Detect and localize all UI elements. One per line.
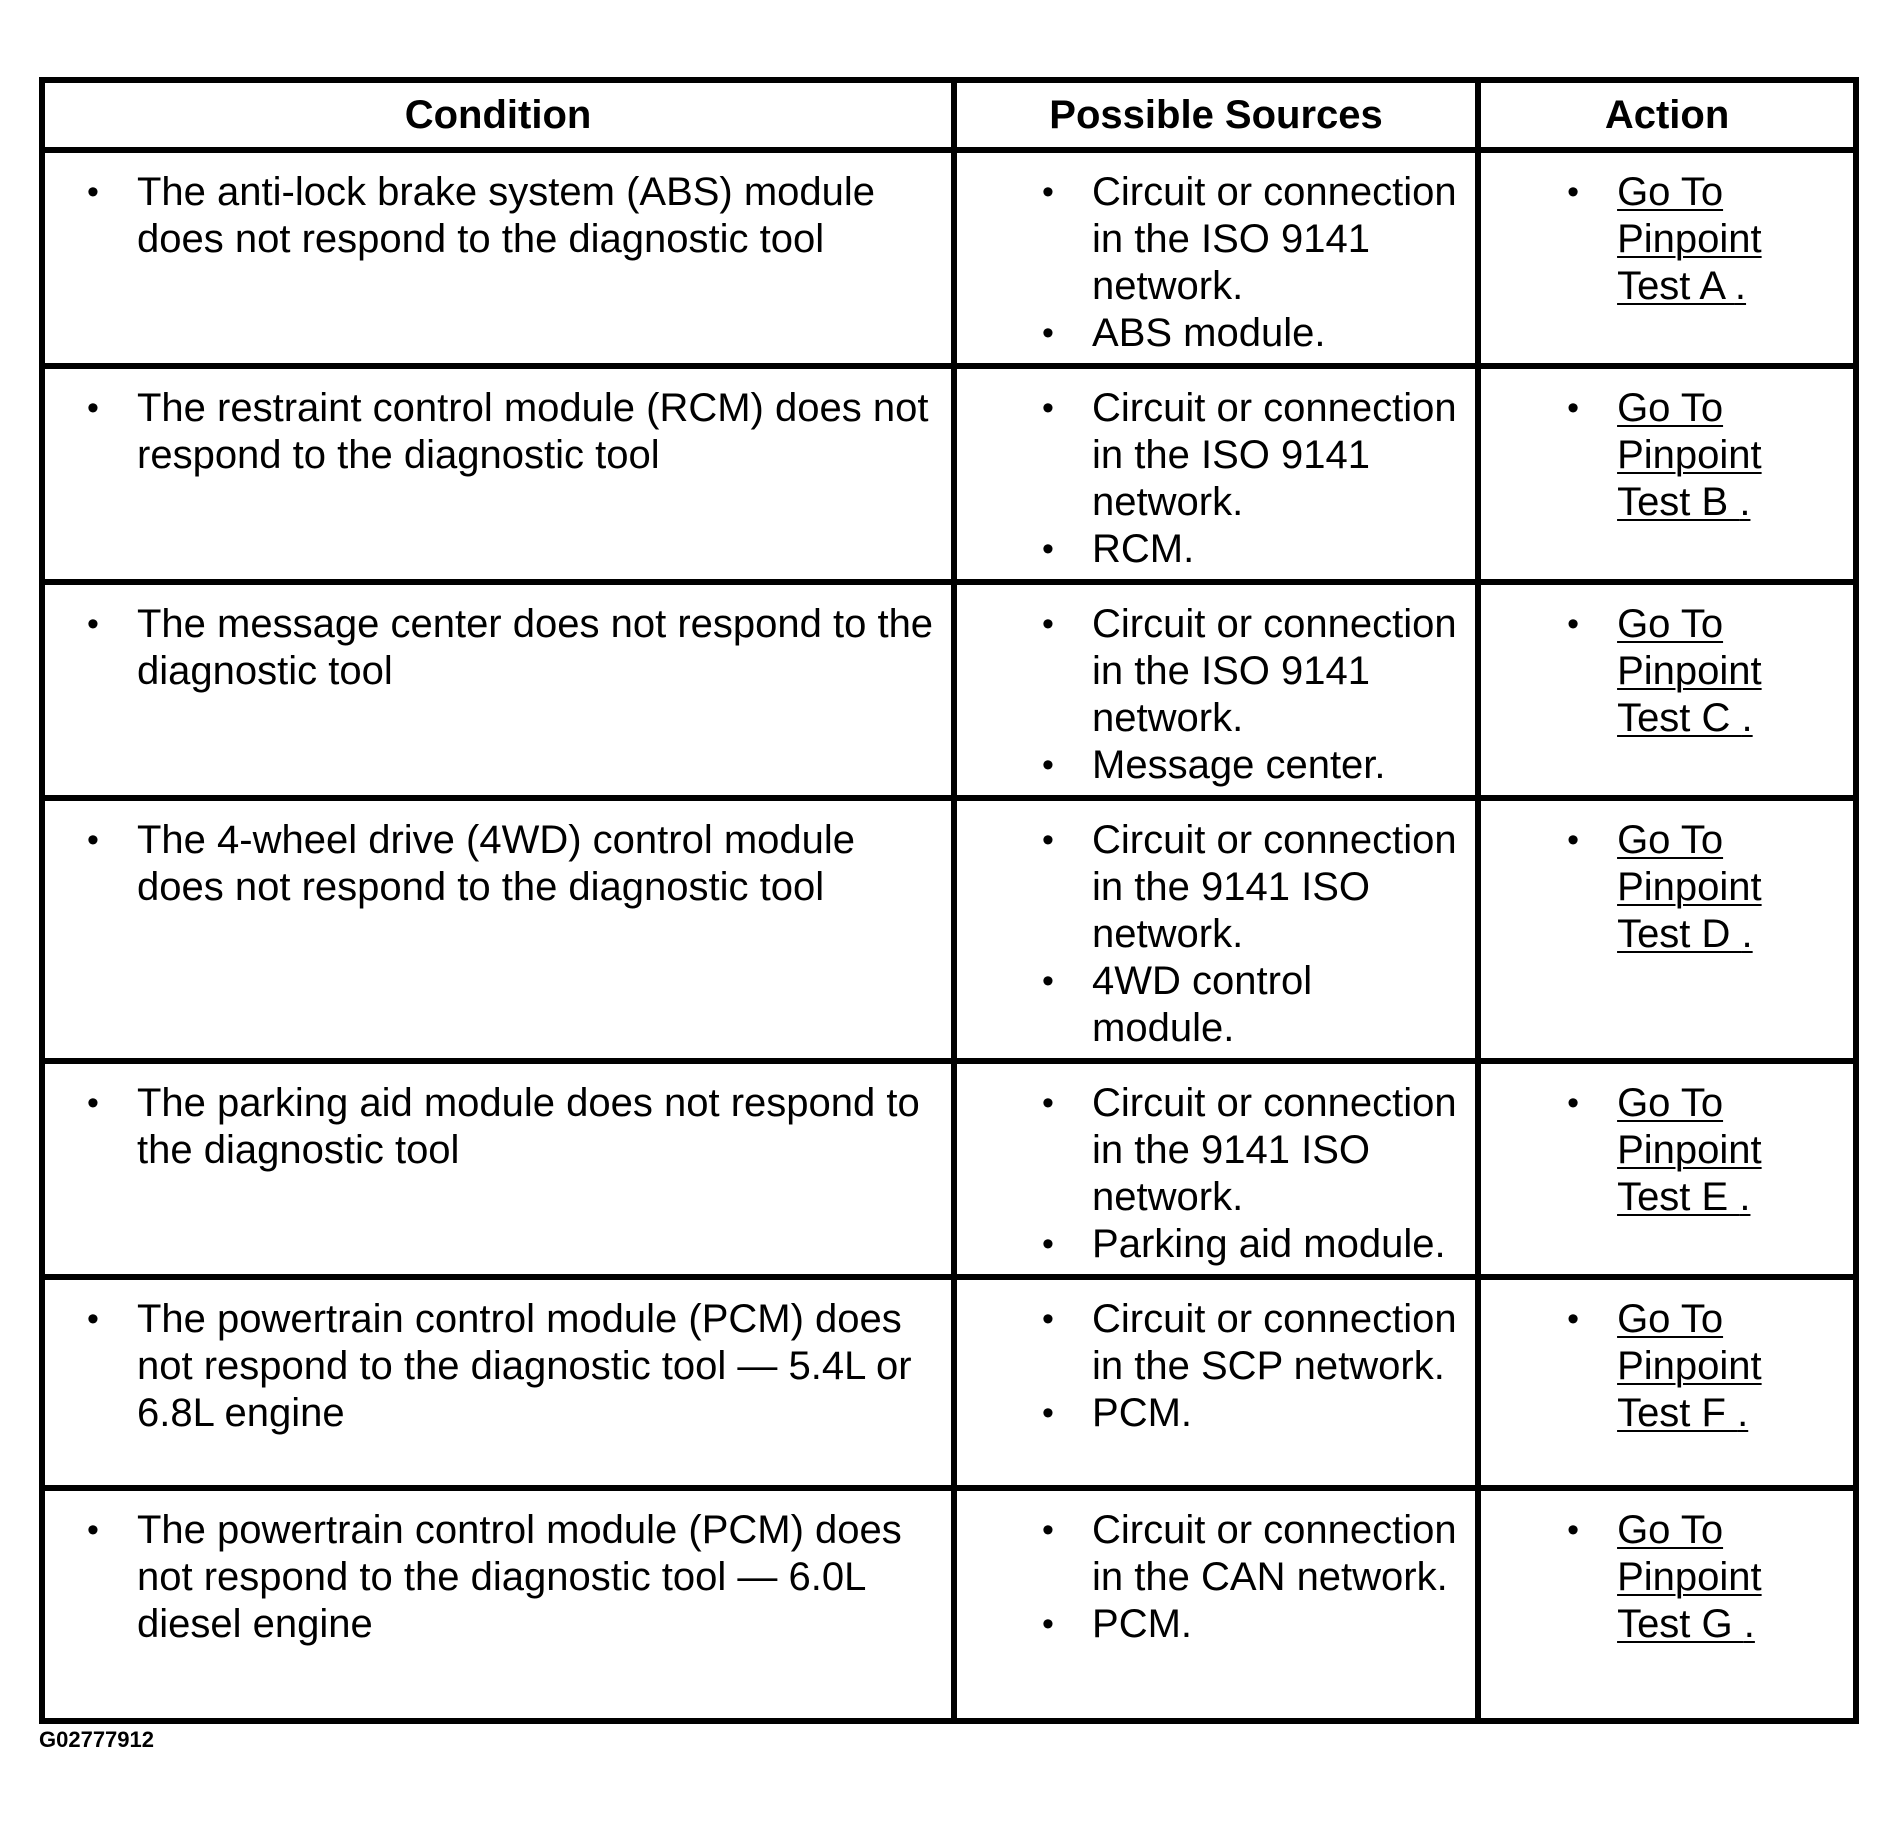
source-text: Message center. [1092,743,1386,787]
link-text-line: Go To [1617,1297,1724,1341]
pinpoint-test-link-wrapper [1617,1507,1843,1648]
action-list [1481,369,1853,532]
bullet-icon: • [1042,314,1054,352]
bullet-icon: • [1567,173,1579,211]
pinpoint-test-link[interactable] [1617,385,1843,526]
list-item [1042,1221,1465,1268]
bullet-icon: • [87,389,99,427]
condition-cell [42,366,954,582]
list-item [1567,601,1843,742]
source-text: Circuit or connection in the SCP network. [1092,1297,1457,1388]
table-row [42,1488,1856,1721]
link-text-line: Pinpoint [1617,865,1762,909]
action-cell [1478,1061,1856,1277]
source-text: Circuit or connection in the 9141 ISO network. [1092,1081,1457,1219]
action-list [1481,1491,1853,1654]
source-text: PCM. [1092,1602,1193,1646]
link-suffix: . [1734,264,1747,308]
bullet-icon: • [1042,1084,1054,1122]
list-item [1042,1080,1465,1221]
list-item [87,1080,941,1174]
list-item [1567,817,1843,958]
condition-text: The anti-lock brake system (ABS) module does not respond to the diagnostic tool [137,170,876,261]
bullet-icon: • [87,1511,99,1549]
sources-cell [954,798,1478,1061]
bullet-icon: • [1042,1511,1054,1549]
pinpoint-test-link-wrapper [1617,1080,1843,1221]
pinpoint-test-link-wrapper [1617,817,1843,958]
list-item [1567,1296,1843,1437]
source-text: ABS module. [1092,311,1326,355]
bullet-icon: • [1567,1511,1579,1549]
bullet-icon: • [87,173,99,211]
bullet-icon: • [1567,1300,1579,1338]
link-text-line: Pinpoint [1617,1555,1762,1599]
link-text-line: Test C [1617,696,1742,740]
table-row [42,150,1856,366]
condition-cell [42,150,954,366]
action-list [1481,585,1853,748]
bullet-icon: • [1042,746,1054,784]
pinpoint-test-link[interactable] [1617,169,1843,310]
sources-cell [954,582,1478,798]
header-condition: Condition [42,80,954,150]
bullet-icon: • [87,1300,99,1338]
header-action: Action [1478,80,1856,150]
link-suffix: . [1743,1602,1755,1646]
link-suffix: . [1737,1391,1749,1435]
list-item [1042,310,1465,357]
link-text-line: Test E [1617,1175,1740,1219]
condition-cell [42,1488,954,1721]
action-cell [1478,366,1856,582]
table-header-row [42,80,1856,150]
list-item [1042,526,1465,573]
source-text: Circuit or connection in the ISO 9141 network. [1092,602,1457,740]
source-text: Circuit or connection in the CAN network. [1092,1508,1457,1599]
link-text-line: Go To [1617,1081,1724,1125]
bullet-icon: • [1042,605,1054,643]
condition-text: The powertrain control module (PCM) does not respond to the diagnostic tool — 6.0L diesel engine [137,1508,902,1646]
condition-text: The restraint control module (RCM) does not respond to the diagnostic tool [137,386,929,477]
sources-list [957,153,1475,363]
action-list [1481,153,1853,316]
bullet-icon: • [87,605,99,643]
list-item [1567,169,1843,310]
link-text-line: Pinpoint [1617,1344,1762,1388]
action-list [1481,1280,1853,1443]
link-suffix: . [1739,1175,1751,1219]
action-cell [1478,582,1856,798]
sources-list [957,1491,1475,1654]
pinpoint-test-link-wrapper [1617,385,1843,526]
header-possible-sources: Possible Sources [954,80,1478,150]
table-row [42,366,1856,582]
bullet-icon: • [1042,821,1054,859]
condition-list [45,153,951,305]
condition-cell [42,798,954,1061]
list-item [87,1296,941,1437]
sources-cell [954,1488,1478,1721]
action-cell [1478,798,1856,1061]
condition-list [45,585,951,737]
bullet-icon: • [1567,1084,1579,1122]
bullet-icon: • [1567,389,1579,427]
sources-list [957,1064,1475,1274]
link-text-line: Pinpoint [1617,1128,1762,1172]
condition-text: The powertrain control module (PCM) does not respond to the diagnostic tool — 5.4L or 6.8L engine [137,1297,912,1435]
diagnostic-table [39,77,1859,1724]
condition-list [45,1064,951,1216]
action-cell [1478,1277,1856,1488]
sources-cell [954,366,1478,582]
list-item [87,817,941,911]
condition-text: The parking aid module does not respond to the diagnostic tool [137,1081,920,1172]
sources-list [957,1280,1475,1443]
bullet-icon: • [1042,1225,1054,1263]
bullet-icon: • [1042,389,1054,427]
list-item [1042,1390,1465,1437]
link-suffix: . [1739,480,1751,524]
bullet-icon: • [1042,1394,1054,1432]
source-text: Circuit or connection in the ISO 9141 network. [1092,170,1457,308]
list-item [1042,958,1465,1052]
pinpoint-test-link-wrapper [1617,1296,1843,1437]
table-row [42,1061,1856,1277]
bullet-icon: • [87,821,99,859]
list-item [1567,1080,1843,1221]
table-body [42,150,1856,1721]
link-suffix: . [1741,912,1753,956]
source-text: Circuit or connection in the 9141 ISO network. [1092,818,1457,956]
link-text-line: Test G [1617,1602,1744,1646]
list-item [1042,817,1465,958]
sources-list [957,585,1475,795]
sources-cell [954,150,1478,366]
condition-text: The message center does not respond to the diagnostic tool [137,602,934,693]
bullet-icon: • [1042,530,1054,568]
link-text-line: Test D [1617,912,1742,956]
list-item [1042,1601,1465,1648]
list-item [87,385,941,479]
action-cell [1478,150,1856,366]
bullet-icon: • [1567,605,1579,643]
link-text-line: Go To [1617,170,1724,214]
link-text-line: Go To [1617,602,1724,646]
list-item [1042,742,1465,789]
list-item [87,1507,941,1648]
condition-list [45,801,951,953]
list-item [1042,601,1465,742]
pinpoint-test-link[interactable] [1617,1507,1843,1648]
sources-cell [954,1061,1478,1277]
list-item [1042,1507,1465,1601]
figure-id: G02777912 [39,1727,154,1752]
link-text-line: Go To [1617,818,1724,862]
link-text-line: Pinpoint [1617,433,1762,477]
link-text-line: Go To [1617,386,1724,430]
link-text-line: Go To [1617,1508,1724,1552]
link-text-line: Test A [1617,264,1735,308]
pinpoint-test-link[interactable] [1617,1080,1843,1221]
condition-cell [42,1277,954,1488]
pinpoint-test-link[interactable] [1617,601,1843,742]
table-row [42,582,1856,798]
bullet-icon: • [1042,1605,1054,1643]
sources-list [957,369,1475,579]
bullet-icon: • [87,1084,99,1122]
link-suffix: . [1741,696,1753,740]
sources-cell [954,1277,1478,1488]
link-text-line: Pinpoint [1617,649,1762,693]
list-item [1567,1507,1843,1648]
pinpoint-test-link-wrapper [1617,169,1843,310]
bullet-icon: • [1567,821,1579,859]
condition-cell [42,1061,954,1277]
source-text: Parking aid module. [1092,1222,1446,1266]
bullet-icon: • [1042,962,1054,1000]
bullet-icon: • [1042,173,1054,211]
source-text: PCM. [1092,1391,1193,1435]
pinpoint-test-link[interactable] [1617,1296,1843,1437]
table-row [42,798,1856,1061]
table-row [42,1277,1856,1488]
pinpoint-test-link[interactable] [1617,817,1843,958]
condition-cell [42,582,954,798]
list-item [1042,1296,1465,1390]
condition-list [45,1280,951,1479]
link-text-line: Pinpoint [1617,217,1762,261]
pinpoint-test-link-wrapper [1617,601,1843,742]
list-item [1567,385,1843,526]
link-text-line: Test B [1617,480,1740,524]
source-text: 4WD control module. [1092,959,1313,1050]
link-text-line: Test F [1617,1391,1738,1435]
list-item [87,169,941,263]
action-list [1481,1064,1853,1227]
source-text: Circuit or connection in the ISO 9141 network. [1092,386,1457,524]
list-item [1042,385,1465,526]
action-cell [1478,1488,1856,1721]
list-item [1042,169,1465,310]
bullet-icon: • [1042,1300,1054,1338]
action-list [1481,801,1853,964]
sources-list [957,801,1475,1058]
source-text: RCM. [1092,527,1195,571]
condition-list [45,369,951,521]
condition-list [45,1491,951,1690]
condition-text: The 4-wheel drive (4WD) control module does not respond to the diagnostic tool [137,818,856,909]
list-item [87,601,941,695]
